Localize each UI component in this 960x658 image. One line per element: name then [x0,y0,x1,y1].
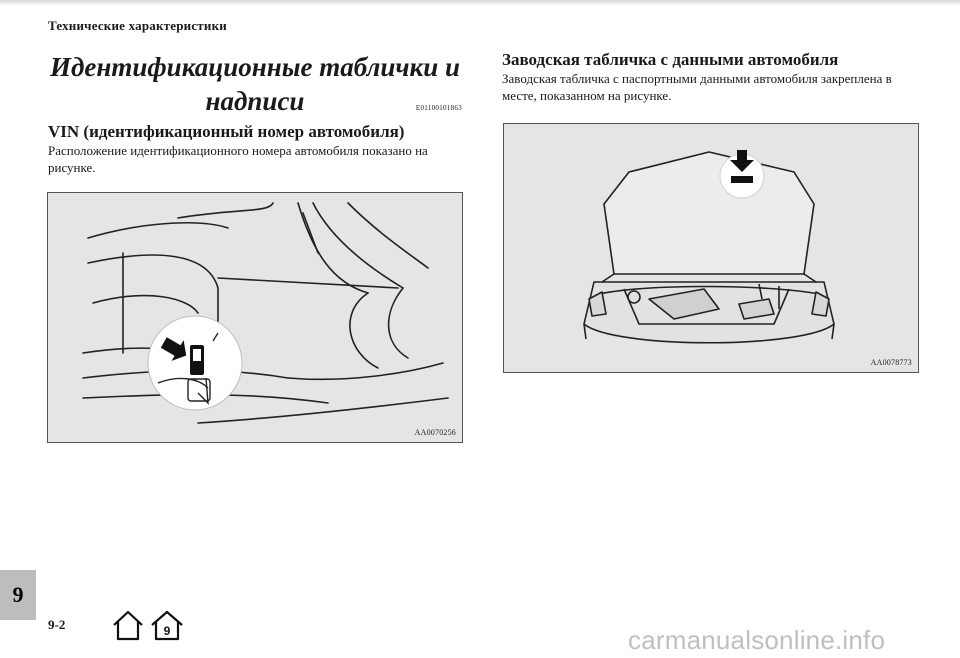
chapter-index-label: 9 [163,624,171,638]
vin-section-text: Расположение идентификационного номера автомобиля показано на рисунке. [48,143,428,175]
watermark: carmanualsonline.info [628,625,886,655]
plate-figure-code: AA0078773 [870,358,912,367]
plate-marker [731,176,753,183]
page-title: Идентификационные таблички и надписи [49,52,461,116]
page-number: 9-2 [48,617,66,632]
vin-figure-code: AA0070256 [414,428,456,437]
plate-location-drawing [504,124,918,372]
plate-section-text: Заводская табличка с паспортными данными автомобиля закреплена в месте, показанном на рисунке. [502,71,892,103]
vin-location-figure [47,192,463,443]
chapter-index-icon[interactable] [152,612,182,639]
vin-location-drawing [48,193,462,442]
chapter-tab: 9 [0,570,36,620]
plate-section-title: Заводская табличка с данными автомобиля [502,50,839,69]
home-icon[interactable] [114,612,142,639]
title-code: E01100101863 [415,104,462,112]
section-header: Технические характеристики [48,18,227,33]
plate-location-figure [503,123,919,373]
vin-section-title: VIN (идентификационный номер автомобиля) [48,122,405,141]
top-edge-shade [0,0,960,6]
